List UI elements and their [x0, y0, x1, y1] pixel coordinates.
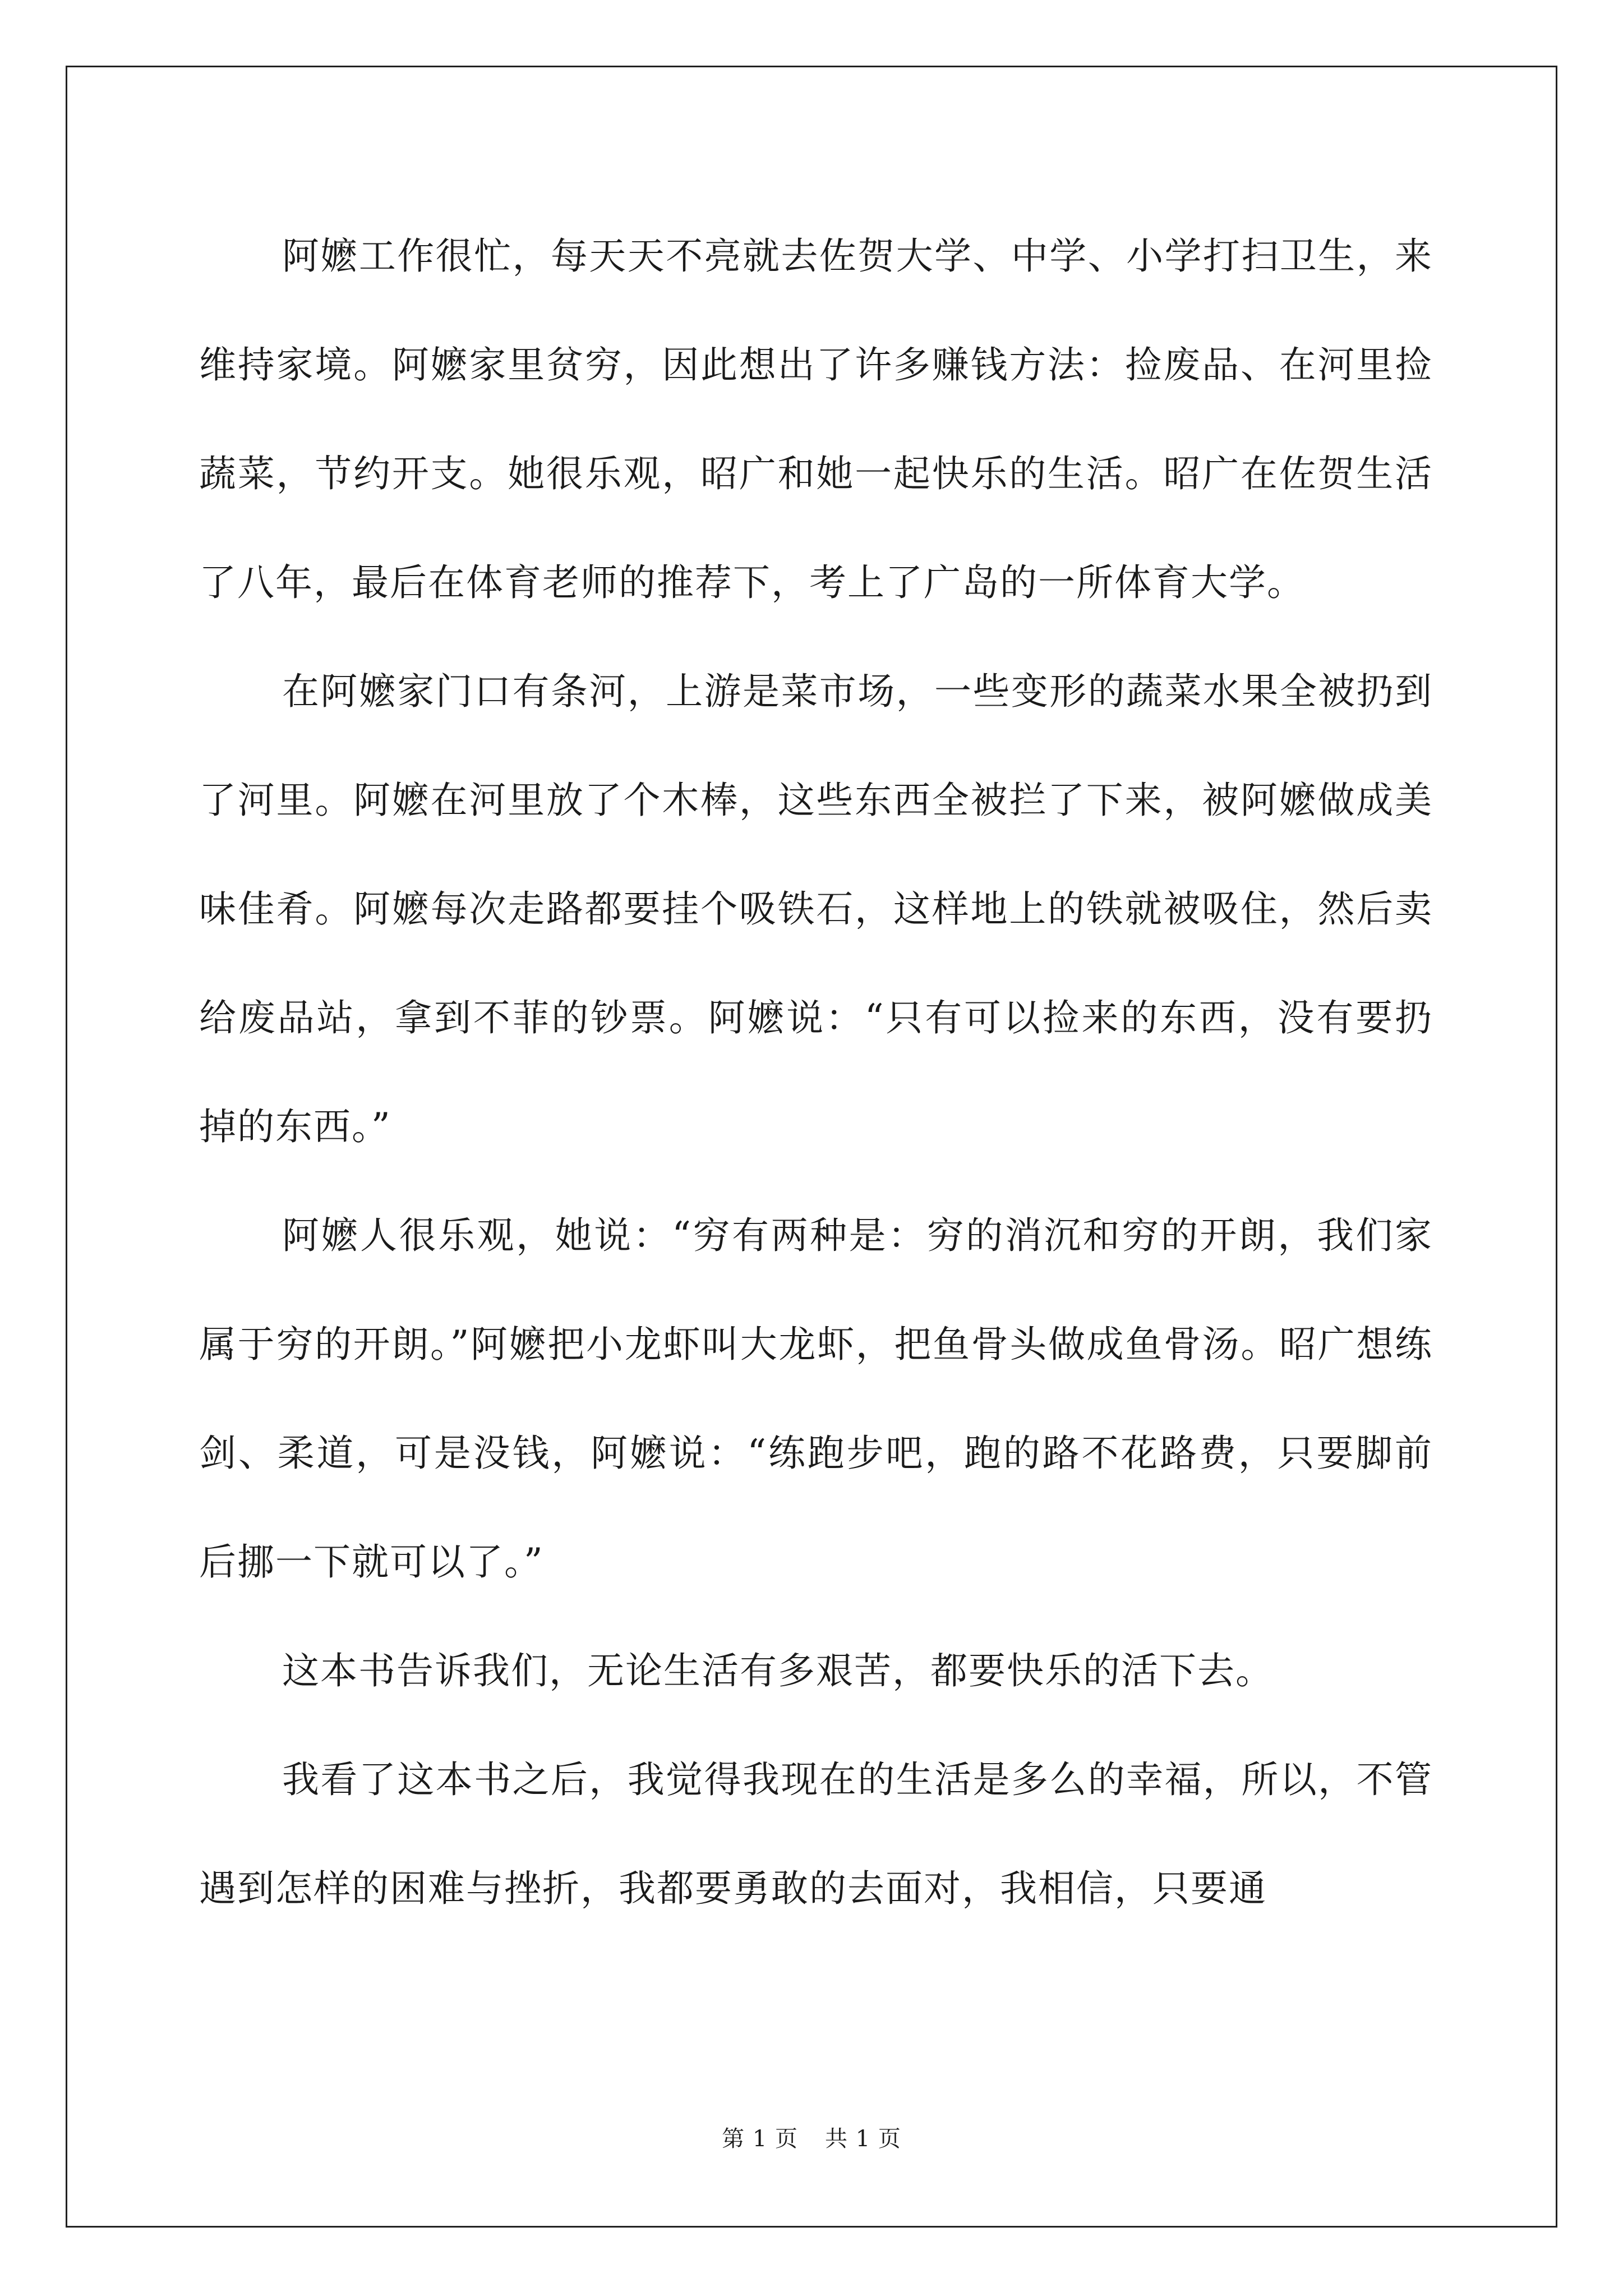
- document-body: [199, 202, 1433, 1943]
- paragraph-2: 在阿嬷家门口有条河，上游是菜市场，一些变形的蔬菜水果全被扔到了河里。阿嬷在河里放了个木棒，这些东西全被拦了下来，被阿嬷做成美味佳肴。阿嬷每次走路都要挂个吸铁石，这样地上的铁就被吸住，然后卖给废品站，拿到不菲的钞票。阿嬷说：“只有可以捡来的东西，没有要扔掉的东西。”: [199, 670, 1433, 1148]
- paragraph-1: 阿嬷工作很忙，每天天不亮就去佐贺大学、中学、小学打扫卫生，来维持家境。阿嬷家里贫穷，因此想出了许多赚钱方法：捡废品、在河里捡蔬菜，节约开支。她很乐观，昭广和她一起快乐的生活。昭广在佐贺生活了八年，最后在体育老师的推荐下，考上了广岛的一所体育大学。: [199, 234, 1433, 604]
- paragraph-3: 阿嬷人很乐观，她说：“穷有两种是：穷的消沉和穷的开朗，我们家属于穷的开朗。”阿嬷把小龙虾叫大龙虾，把鱼骨头做成鱼骨汤。昭广想练剑、柔道，可是没钱，阿嬷说：“练跑步吧，跑的路不花路费，只要脚前后挪一下就可以了。”: [199, 1214, 1433, 1584]
- page-number: 第 1 页: [722, 2126, 798, 2152]
- paragraph-4: 这本书告诉我们，无论生活有多艰苦，都要快乐的活下去。: [282, 1649, 1274, 1692]
- page-footer: [0, 2125, 1623, 2153]
- paragraph-5: 我看了这本书之后，我觉得我现在的生活是多么的幸福，所以，不管遇到怎样的困难与挫折，我都要勇敢的去面对，我相信，只要通: [199, 1758, 1433, 1910]
- page-total: 共 1 页: [825, 2126, 901, 2152]
